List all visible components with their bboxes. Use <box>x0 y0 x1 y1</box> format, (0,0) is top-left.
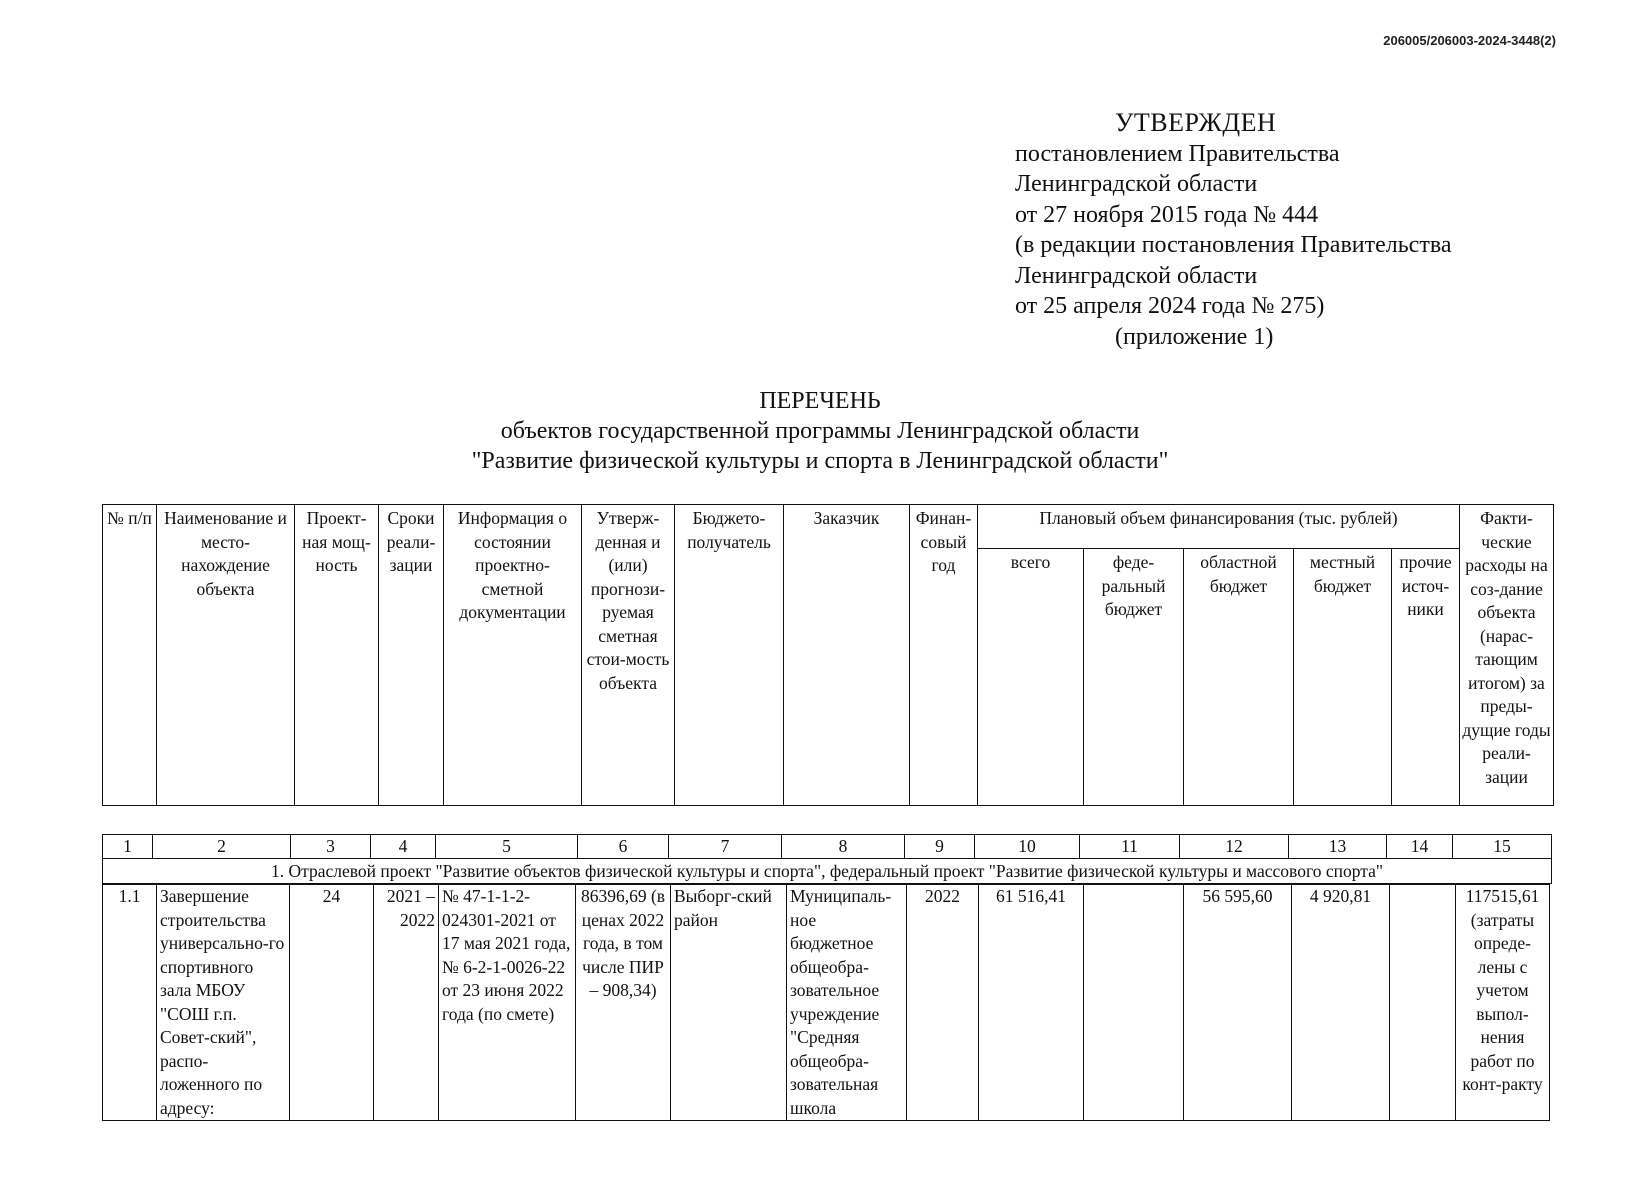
column-number: 4 <box>371 835 436 859</box>
column-number: 9 <box>905 835 975 859</box>
column-number: 7 <box>669 835 782 859</box>
approval-line: Ленинградской области <box>1015 171 1258 197</box>
cell-num: 1.1 <box>103 885 157 1121</box>
approval-line: от 25 апреля 2024 года № 275) <box>1015 293 1325 319</box>
heading-line: "Развитие физической культуры и спорта в Ленинградской области" <box>471 448 1169 474</box>
header-federal: феде-ральный бюджет <box>1084 549 1184 806</box>
header-psd: Информация о состоянии проектно-сметной документации <box>444 505 582 806</box>
header-regional: областной бюджет <box>1184 549 1294 806</box>
header-period: Сроки реали-зации <box>379 505 444 806</box>
column-number: 15 <box>1453 835 1552 859</box>
column-number: 13 <box>1289 835 1387 859</box>
approval-line: от 27 ноября 2015 года № 444 <box>1015 201 1319 228</box>
approval-line: (в редакции постановления Правительства <box>1015 232 1452 258</box>
column-number: 3 <box>291 835 371 859</box>
cell-year: 2022 <box>907 885 979 1121</box>
header-recipient: Бюджето-получатель <box>675 505 784 806</box>
cell-regional: 56 595,60 <box>1184 885 1292 1121</box>
header-name: Наименование и место-нахождение объекта <box>157 505 295 806</box>
cell-psd: № 47-1-1-2-024301-2021 от 17 мая 2021 года, № 6-2-1-0026-22 от 23 июня 2022 года (по смете) <box>439 885 576 1121</box>
approval-line: постановлением Правительства <box>1015 140 1340 167</box>
header-num: № п/п <box>103 505 157 806</box>
cell-period: 2021 – 2022 <box>374 885 439 1121</box>
cell-federal <box>1084 885 1184 1121</box>
column-number: 11 <box>1080 835 1180 859</box>
cell-cost: 86396,69 (в ценах 2022 года, в том числе ПИР – 908,34) <box>576 885 671 1121</box>
column-number: 1 <box>103 835 153 859</box>
document-heading <box>320 386 1320 476</box>
header-year: Финан-совый год <box>910 505 978 806</box>
cell-capacity: 24 <box>290 885 374 1121</box>
heading-line: объектов государственной программы Ленинградской области <box>500 418 1140 444</box>
table-header <box>102 504 1554 806</box>
table-body <box>102 884 1550 1121</box>
cell-other <box>1390 885 1456 1121</box>
column-number: 12 <box>1180 835 1289 859</box>
document-id: 206005/206003-2024-3448(2) <box>1383 33 1556 48</box>
cell-actual: 117515,61 (затраты опреде-лены с учетом выпол-нения работ по конт-ракту <box>1456 885 1550 1121</box>
column-number: 5 <box>436 835 578 859</box>
header-cost: Утверж-денная и (или) прогнози-руемая сметная стои-мость объекта <box>582 505 675 806</box>
approval-appendix: (приложение 1) <box>1115 323 1274 350</box>
table-row <box>103 885 1550 1121</box>
header-funding-group: Плановый объем финансирования (тыс. рублей) <box>978 505 1460 549</box>
section-title: 1. Отраслевой проект "Развитие объектов физической культуры и спорта", федеральный проект "Развитие физической культуры и массового спорта" <box>103 859 1552 884</box>
column-number: 10 <box>975 835 1080 859</box>
column-number: 2 <box>153 835 291 859</box>
cell-name: Завершение строительства универсально-го спортивного зала МБОУ "СОШ г.п. Совет-ский", распо-ложенного по адресу: <box>157 885 290 1121</box>
heading-title: ПЕРЕЧЕНЬ <box>759 388 881 414</box>
approval-stamp <box>1015 108 1535 352</box>
cell-total: 61 516,41 <box>979 885 1084 1121</box>
header-actual: Факти-ческие расходы на соз-дание объекта (нарас-тающим итогом) за преды-дущие годы реали-зации <box>1460 505 1554 806</box>
approval-line: Ленинградской области <box>1015 262 1258 289</box>
column-numbers-table <box>102 834 1552 884</box>
cell-recipient: Выборг-ский район <box>671 885 787 1121</box>
header-customer: Заказчик <box>784 505 910 806</box>
column-number: 6 <box>578 835 669 859</box>
approval-title: УТВЕРЖДЕН <box>1115 108 1277 137</box>
cell-customer: Муниципаль-ное бюджетное общеобра-зовательное учреждение "Средняя общеобра-зовательная школа <box>787 885 907 1121</box>
column-number: 14 <box>1387 835 1453 859</box>
header-local: местный бюджет <box>1294 549 1392 806</box>
header-capacity: Проект-ная мощ-ность <box>295 505 379 806</box>
column-number: 8 <box>782 835 905 859</box>
header-other: прочие источ-ники <box>1392 549 1460 806</box>
header-total: всего <box>978 549 1084 806</box>
cell-local: 4 920,81 <box>1292 885 1390 1121</box>
